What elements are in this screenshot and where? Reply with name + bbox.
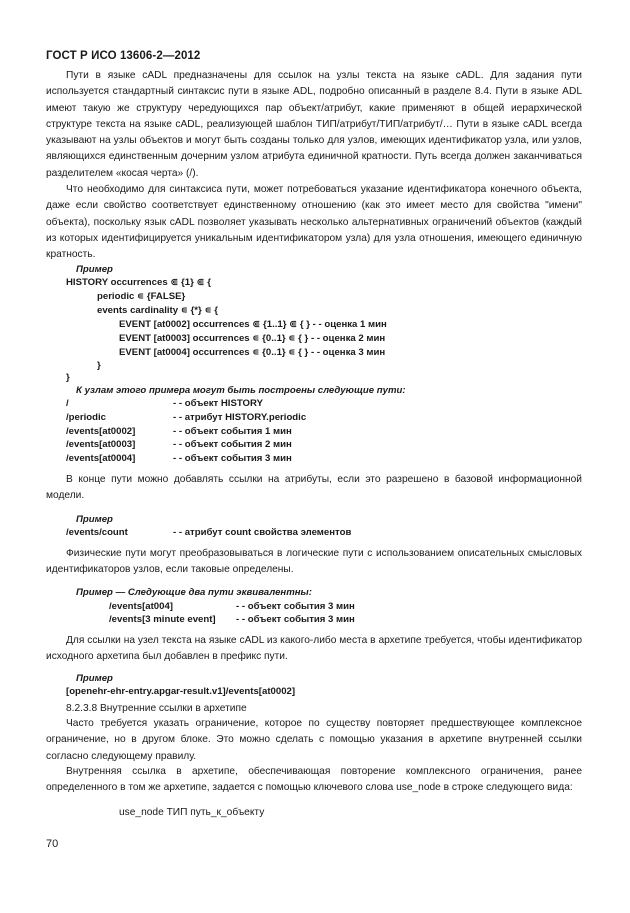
path-comment: - - объект события 3 мин xyxy=(173,453,292,464)
path-comment: - - объект события 3 мин xyxy=(236,614,355,625)
path-item: /events[at0003] xyxy=(66,439,136,450)
path-comment: - - объект события 3 мин xyxy=(236,601,355,612)
path-comment: - - атрибут HISTORY.periodic xyxy=(173,412,307,423)
paths-caption: К узлам этого примера могут быть построены следующие пути: xyxy=(76,385,406,396)
example-label: Пример — Следующие два пути эквивалентны: xyxy=(76,587,312,598)
path-comment: - - объект события 2 мин xyxy=(173,439,292,450)
code-line: periodic ∊ {FALSE} xyxy=(97,291,186,302)
path-item: /events[at0002] xyxy=(66,426,136,437)
code-line: EVENT [at0003] occurrences ∊ {0..1} ∊ { } - - оценка 2 мин xyxy=(119,333,386,344)
path-item: /events[at0004] xyxy=(66,453,136,464)
paragraph-internal-refs: Часто требуется указать ограничение, которое по существу повторяет предшествующее комплексное ограничение, но в другом блоке. Это можно сделать с помощью указания в архетипе внутренней ссылки согласно следующему правилу. xyxy=(46,718,582,762)
paragraph-archetype-prefix: Для ссылки на узел текста на языке cADL из какого-либо места в архетипе требуется, чтобы идентификатор исходного архетипа был добавлен в префикс пути. xyxy=(46,635,582,663)
paragraph-path-syntax: Что необходимо для синтаксиса пути, может потребоваться указание идентификатора конечного объекта, даже если свойство соответствует единственному отношению (как это имеет место для свойства "имени" объекта), поскольку язык cADL позволяет указывать несколько альтернативных ограничений объектов (каждый из которых идентифицируется уникальным идентификатором узла) для узла отношения, имеющего единичную кратность. xyxy=(46,184,582,261)
code-line: events cardinality ∊ {*} ∊ { xyxy=(97,305,219,316)
paragraph-attribute-refs: В конце пути можно добавлять ссылки на атрибуты, если это разрешено в базовой информационной модели. xyxy=(46,474,582,502)
paragraph-logical-paths: Физические пути могут преобразовываться в логические пути с использованием описательных смысловых идентификаторов узлов, если таковые определены. xyxy=(46,548,582,576)
path-item: /events[at004] xyxy=(109,601,173,612)
code-line: EVENT [at0004] occurrences ∊ {0..1} ∊ { } - - оценка 3 мин xyxy=(119,347,386,358)
example-label: Пример xyxy=(76,264,113,275)
code-line: } xyxy=(66,372,70,383)
path-comment: - - объект события 1 мин xyxy=(173,426,292,437)
syntax-line: use_node ТИП путь_к_объекту xyxy=(119,807,265,818)
section-heading: 8.2.3.8 Внутренние ссылки в архетипе xyxy=(66,703,247,714)
path-item: /events[3 minute event] xyxy=(109,614,216,625)
path-item: [openehr-ehr-entry.apgar-result.v1]/events[at0002] xyxy=(66,686,296,697)
path-comment: - - объект HISTORY xyxy=(173,398,263,409)
code-line: EVENT [at0002] occurrences ⋐ {1..1} ⋐ { } - - оценка 1 мин xyxy=(119,319,387,330)
paragraph-use-node: Внутренняя ссылка в архетипе, обеспечивающая повторение комплексного ограничения, ранее определенного в том же архетипе, задается с помощью ключевого слова use_node в строке следующего вида: xyxy=(46,766,582,794)
code-line: } xyxy=(97,360,101,371)
path-item: /events/count xyxy=(66,527,128,538)
example-label: Пример xyxy=(76,673,113,684)
paragraph-paths-intro: Пути в языке cADL предназначены для ссылок на узлы текста на языке cADL. Для задания пути используется стандартный синтаксис пути в языке ADL, подробно описанный в разделе 8.4. Пути в языке ADL имеют такую же структуру чередующихся пар объект/атрибут, какие применяют в общей иерархической структуре текста на языке cADL, реализующей шаблон ТИП/атрибут/ТИП/атрибут/… Пути в языке cADL всегда указывают на узлы объектов и могут быть созданы только для узлов, имеющих идентификатор узла, или узлов, являющихся единственным дочерним узлом атрибута единичной кратности. Путь всегда должен заканчиваться разделителем «косая черта» (/). xyxy=(46,70,582,179)
page-number: 70 xyxy=(46,838,59,850)
path-comment: - - атрибут count свойства элементов xyxy=(173,527,352,538)
document-header: ГОСТ Р ИСО 13606-2—2012 xyxy=(46,50,201,62)
path-item: /periodic xyxy=(66,412,106,423)
path-item: / xyxy=(66,398,69,409)
example-label: Пример xyxy=(76,514,113,525)
code-line: HISTORY occurrences ⋐ {1} ⋐ { xyxy=(66,277,211,288)
